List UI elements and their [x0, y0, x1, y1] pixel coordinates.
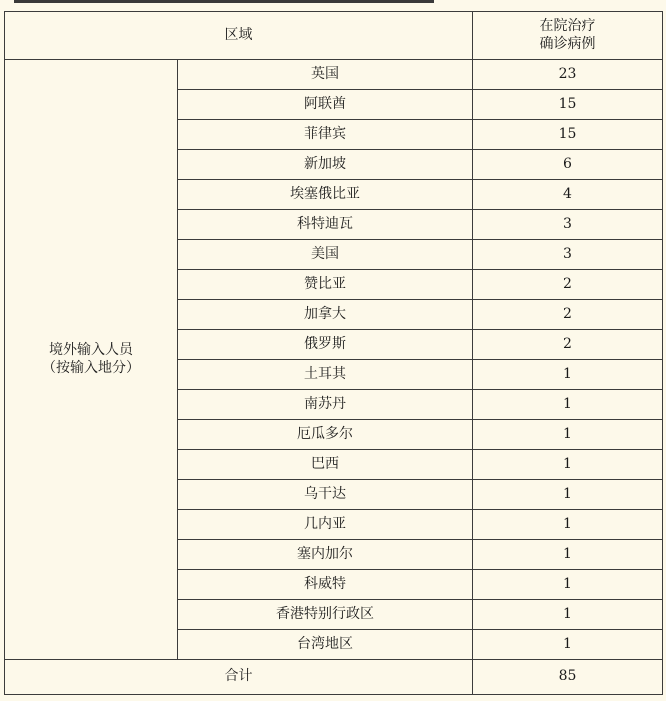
count-cell: 23	[473, 60, 663, 90]
group-label-line1: 境外输入人员	[49, 342, 133, 358]
header-count	[473, 12, 663, 60]
header-region: 区域	[5, 12, 473, 60]
count-cell: 1	[473, 390, 663, 420]
count-cell: 4	[473, 180, 663, 210]
region-cell: 俄罗斯	[178, 330, 473, 360]
region-cell: 阿联酋	[178, 90, 473, 120]
cropped-text-fragment	[14, 0, 434, 3]
region-cell: 乌干达	[178, 480, 473, 510]
total-label: 合计	[5, 660, 473, 695]
region-cell: 厄瓜多尔	[178, 420, 473, 450]
header-count-line1: 在院治疗	[539, 18, 596, 34]
count-cell: 1	[473, 630, 663, 660]
count-cell: 3	[473, 210, 663, 240]
region-cell: 英国	[178, 60, 473, 90]
region-cell: 赞比亚	[178, 270, 473, 300]
header-count-line2: 确诊病例	[539, 35, 596, 52]
count-cell: 15	[473, 90, 663, 120]
count-cell: 2	[473, 300, 663, 330]
region-cell: 塞内加尔	[178, 540, 473, 570]
count-cell: 1	[473, 420, 663, 450]
table-body	[5, 60, 663, 660]
cases-table	[4, 11, 663, 695]
count-cell: 15	[473, 120, 663, 150]
table-header-row	[5, 12, 663, 60]
table-row	[5, 60, 663, 90]
region-cell: 土耳其	[178, 360, 473, 390]
count-cell: 1	[473, 360, 663, 390]
region-cell: 科特迪瓦	[178, 210, 473, 240]
region-cell: 美国	[178, 240, 473, 270]
group-label-line2: （按输入地分）	[42, 359, 140, 376]
region-cell: 加拿大	[178, 300, 473, 330]
region-cell: 台湾地区	[178, 630, 473, 660]
total-count: 85	[473, 660, 663, 695]
count-cell: 1	[473, 570, 663, 600]
count-cell: 2	[473, 330, 663, 360]
region-cell: 新加坡	[178, 150, 473, 180]
region-cell: 菲律宾	[178, 120, 473, 150]
region-cell: 巴西	[178, 450, 473, 480]
region-cell: 科威特	[178, 570, 473, 600]
count-cell: 3	[473, 240, 663, 270]
count-cell: 1	[473, 600, 663, 630]
count-cell: 1	[473, 450, 663, 480]
region-cell: 埃塞俄比亚	[178, 180, 473, 210]
region-cell: 香港特别行政区	[178, 600, 473, 630]
count-cell: 1	[473, 540, 663, 570]
group-label	[5, 60, 178, 660]
region-cell: 南苏丹	[178, 390, 473, 420]
total-row	[5, 660, 663, 695]
region-cell: 几内亚	[178, 510, 473, 540]
count-cell: 2	[473, 270, 663, 300]
count-cell: 1	[473, 480, 663, 510]
count-cell: 1	[473, 510, 663, 540]
count-cell: 6	[473, 150, 663, 180]
cropped-text-line	[0, 0, 666, 4]
